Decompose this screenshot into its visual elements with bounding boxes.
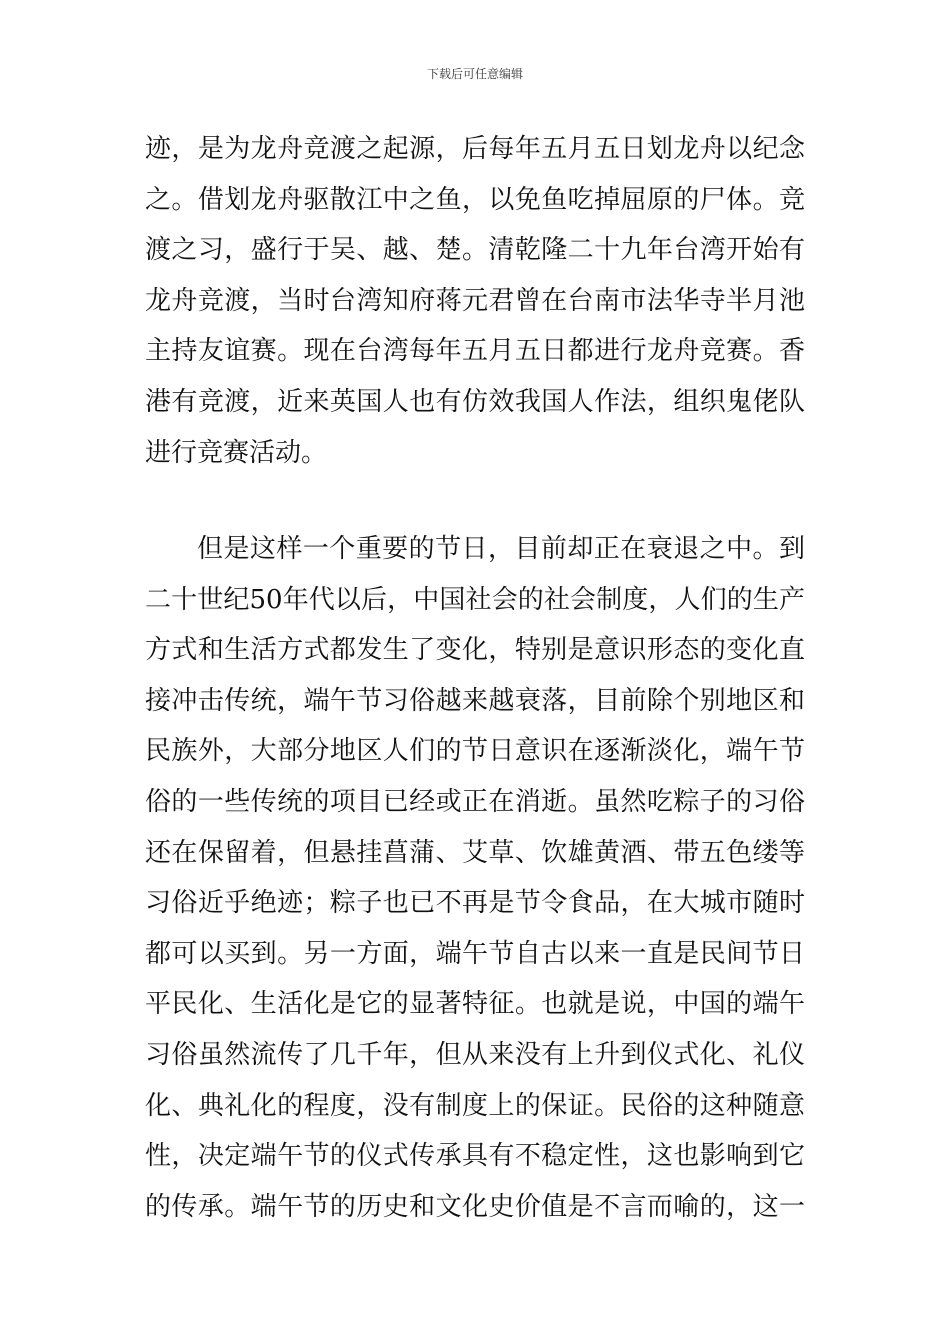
text-line: 接冲击传统，端午节习俗越来越衰落，目前除个别地区和 (145, 685, 805, 716)
text-line: 习俗近乎绝迹；粽子也已不再是节令食品，在大城市随时 (145, 888, 805, 919)
text-line: 俗的一些传统的项目已经或正在消逝。虽然吃粽子的习俗 (145, 786, 805, 817)
text-line: 民族外，大部分地区人们的节日意识在逐渐淡化，端午节 (145, 736, 805, 767)
page-header: 下载后可任意编辑 (426, 67, 523, 81)
text-line: 渡之习，盛行于吴、越、楚。清乾隆二十九年台湾开始有 (145, 235, 805, 266)
text-line: 主持友谊赛。现在台湾每年五月五日都进行龙舟竞赛。香 (145, 336, 805, 367)
text-line: 性，决定端午节的仪式传承具有不稳定性，这也影响到它 (145, 1141, 805, 1172)
text-line: 迹，是为龙舟竞渡之起源，后每年五月五日划龙舟以纪念 (145, 134, 805, 164)
paragraph-dragon-boat-history (145, 124, 805, 478)
text-line: 二十世纪50年代以后，中国社会的社会制度，人们的生产 (145, 584, 805, 615)
text-line: 还在保留着，但悬挂菖蒲、艾草、饮雄黄酒、带五色缕等 (145, 837, 805, 868)
text-line: 都可以买到。另一方面，端午节自古以来一直是民间节日 (145, 938, 805, 969)
text-line: 方式和生活方式都发生了变化，特别是意识形态的变化直 (145, 635, 805, 666)
text-line: 化、典礼化的程度，没有制度上的保证。民俗的这种随意 (145, 1090, 805, 1121)
text-line: 平民化、生活化是它的显著特征。也就是说，中国的端午 (145, 989, 805, 1020)
text-line: 龙舟竞渡，当时台湾知府蒋元君曾在台南市法华寺半月池 (145, 285, 805, 316)
text-line: 但是这样一个重要的节日，目前却正在衰退之中。到 (197, 534, 805, 564)
text-line: 进行竞赛活动。 (145, 437, 328, 468)
text-line: 之。借划龙舟驱散江中之鱼，以免鱼吃掉屈原的尸体。竞 (145, 184, 805, 215)
text-line: 习俗虽然流传了几千年，但从来没有上升到仪式化、礼仪 (145, 1039, 805, 1070)
paragraph-festival-decline (145, 524, 805, 1232)
text-line: 的传承。端午节的历史和文化史价值是不言而喻的，这一 (145, 1191, 805, 1222)
text-line: 港有竞渡，近来英国人也有仿效我国人作法，组织鬼佬队 (145, 386, 805, 417)
